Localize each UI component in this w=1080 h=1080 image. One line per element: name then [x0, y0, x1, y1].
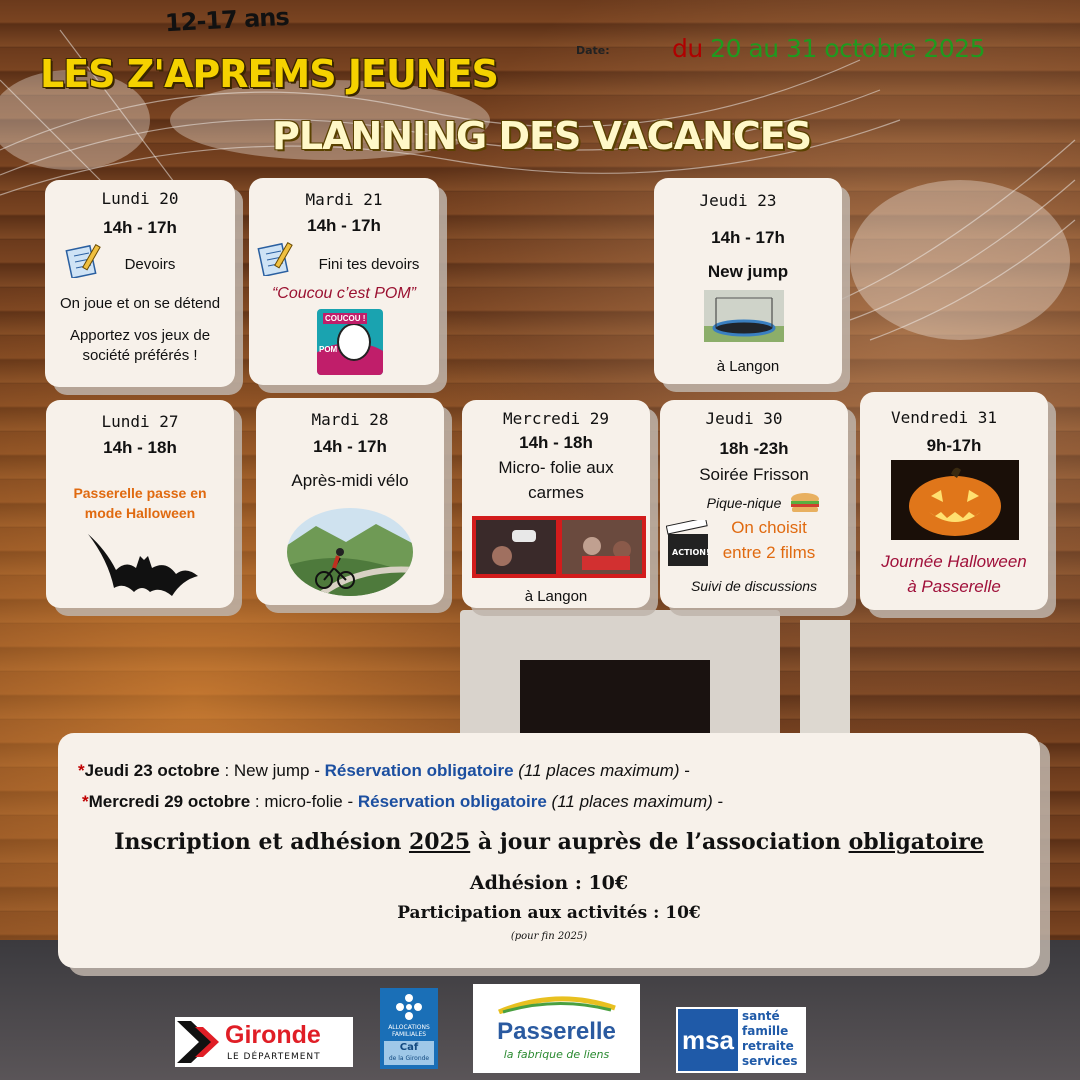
note-activity: : New jump -	[219, 761, 325, 780]
note-new-jump	[78, 761, 690, 781]
note-end: -	[712, 792, 724, 811]
passerelle-logo-subtext: la fabrique de liens	[503, 1048, 610, 1061]
activity-text: Après-midi vélo	[291, 471, 409, 490]
hours-label: 14h - 17h	[711, 228, 785, 247]
msa-text-3: retraite	[742, 1039, 794, 1053]
note-reservation: Réservation obligatoire	[357, 792, 547, 811]
hours-label: 18h -23h	[719, 439, 789, 458]
activity-text: Soirée Frisson	[699, 465, 809, 484]
picnic-text: Pique-nique	[706, 495, 782, 511]
note-places: (11 places maximum)	[513, 761, 680, 780]
card-lundi-20	[45, 180, 235, 387]
registration-text-2: à jour auprès de l’association	[470, 829, 849, 855]
card-lundi-27	[46, 400, 234, 608]
clapperboard-label: ACTION!	[672, 548, 710, 557]
gironde-logo-subtext: LE DÉPARTEMENT	[227, 1052, 321, 1062]
registration-text: Inscription et adhésion	[114, 829, 409, 855]
location-text: à Langon	[716, 358, 780, 375]
hours-label: 9h-17h	[926, 436, 982, 455]
note-star: *	[78, 761, 85, 780]
day-label: Jeudi 23	[699, 191, 777, 210]
date-du: du	[672, 34, 703, 63]
caf-text-4: de la Gironde	[388, 1055, 430, 1062]
activity-text-3: On choisit	[731, 518, 807, 537]
msa-text-4: services	[742, 1054, 798, 1068]
day-label: Mardi 28	[311, 410, 389, 429]
activity-text-4: entre 2 films	[722, 543, 816, 562]
registration-notice	[58, 829, 1040, 855]
registration-year: 2025	[408, 829, 471, 855]
activity-text: Devoirs	[124, 256, 176, 273]
registration-mandatory: obligatoire	[848, 829, 984, 855]
day-label: Mardi 21	[305, 190, 383, 209]
date-label: Date:	[576, 44, 610, 57]
activity-text-2: On joue et on se détend	[59, 295, 221, 312]
hours-label: 14h - 17h	[313, 437, 387, 456]
activity-text: Micro- folie aux	[498, 458, 614, 477]
caf-family-icon	[394, 992, 424, 1022]
card-mardi-28	[256, 398, 444, 605]
activity-text-2: carmes	[528, 483, 584, 502]
activity-text-5: Suivi de discussions	[690, 578, 818, 594]
passerelle-logo	[473, 984, 640, 1073]
date-range	[672, 34, 985, 63]
micro-folie-image	[472, 516, 646, 578]
pom-logo-text-2: POM	[319, 345, 338, 354]
activity-text: Fini tes devoirs	[318, 256, 420, 273]
msa-text-1: santé	[742, 1009, 780, 1023]
note-star: *	[82, 792, 89, 811]
fee-validity: (pour fin 2025)	[510, 931, 588, 942]
note-places: (11 places maximum)	[546, 792, 713, 811]
note-activity: : micro-folie -	[250, 792, 358, 811]
membership-fee: Adhésion : 10€	[469, 872, 629, 894]
day-label: Mercredi 29	[503, 409, 609, 428]
activity-text: Passerelle passe en	[73, 485, 207, 501]
bat-icon	[86, 530, 200, 600]
caf-text-3: Caf	[399, 1042, 419, 1053]
info-panel	[58, 733, 1040, 968]
msa-logo-mark: msa	[678, 1009, 738, 1071]
cycling-image	[286, 506, 414, 598]
note-micro-folie	[82, 792, 723, 812]
card-mercredi-29	[462, 400, 650, 608]
activity-text-3: Apportez vos jeux de	[69, 327, 211, 344]
sandwich-icon	[790, 492, 820, 514]
pom-logo-text: COUCOU !	[325, 314, 366, 323]
date-range-text: 20 au 31 octobre 2025	[710, 34, 985, 63]
location-text: à Langon	[524, 588, 588, 605]
gironde-logo-text: Gironde	[225, 1021, 321, 1049]
activity-text-2: à Passerelle	[907, 577, 1001, 596]
note-end: -	[679, 761, 690, 780]
coucou-pom-logo	[317, 309, 383, 375]
note-day: Mercredi 29 octobre	[88, 792, 251, 811]
jack-o-lantern-image	[891, 460, 1019, 540]
card-vendredi-31	[860, 392, 1048, 610]
day-label: Lundi 27	[101, 412, 179, 431]
activity-text-2: mode Halloween	[84, 505, 196, 521]
card-jeudi-23	[654, 178, 842, 384]
activity-fee: Participation aux activités : 10€	[397, 903, 701, 923]
day-label: Lundi 20	[101, 189, 179, 208]
caf-logo	[380, 988, 438, 1069]
activity-title: New jump	[707, 262, 789, 281]
msa-logo	[676, 1007, 806, 1073]
trampoline-image	[704, 290, 784, 342]
planning-title: PLANNING DES VACANCES	[272, 114, 812, 158]
passerelle-arc-icon	[497, 994, 617, 1014]
hours-label: 14h - 18h	[103, 438, 177, 457]
day-label: Jeudi 30	[705, 409, 783, 428]
note-reservation: Réservation obligatoire	[324, 761, 514, 780]
hours-label: 14h - 18h	[519, 433, 593, 452]
note-day: Jeudi 23 octobre	[84, 761, 220, 780]
card-jeudi-30	[660, 400, 848, 608]
caf-text: ALLOCATIONS	[388, 1024, 430, 1031]
msa-logo-text	[742, 1009, 798, 1069]
hours-label: 14h - 17h	[307, 216, 381, 235]
hours-label: 14h - 17h	[103, 218, 177, 237]
age-range-label: 12-17 ans	[164, 2, 290, 38]
activity-text: Journée Halloween	[881, 552, 1027, 571]
caf-text-2: FAMILIALES	[391, 1031, 427, 1038]
card-mardi-21	[249, 178, 439, 385]
gironde-chevron-icon	[177, 1021, 221, 1063]
gironde-logo	[175, 1017, 353, 1067]
passerelle-logo-text: Passerelle	[497, 1018, 616, 1045]
activity-text-4: société préférés !	[82, 347, 198, 364]
msa-text-2: famille	[742, 1024, 789, 1038]
activity-text-pom: “Coucou c’est POM”	[271, 285, 417, 302]
event-title: LES Z'APREMS JEUNES	[40, 52, 498, 96]
day-label: Vendredi 31	[891, 408, 997, 427]
